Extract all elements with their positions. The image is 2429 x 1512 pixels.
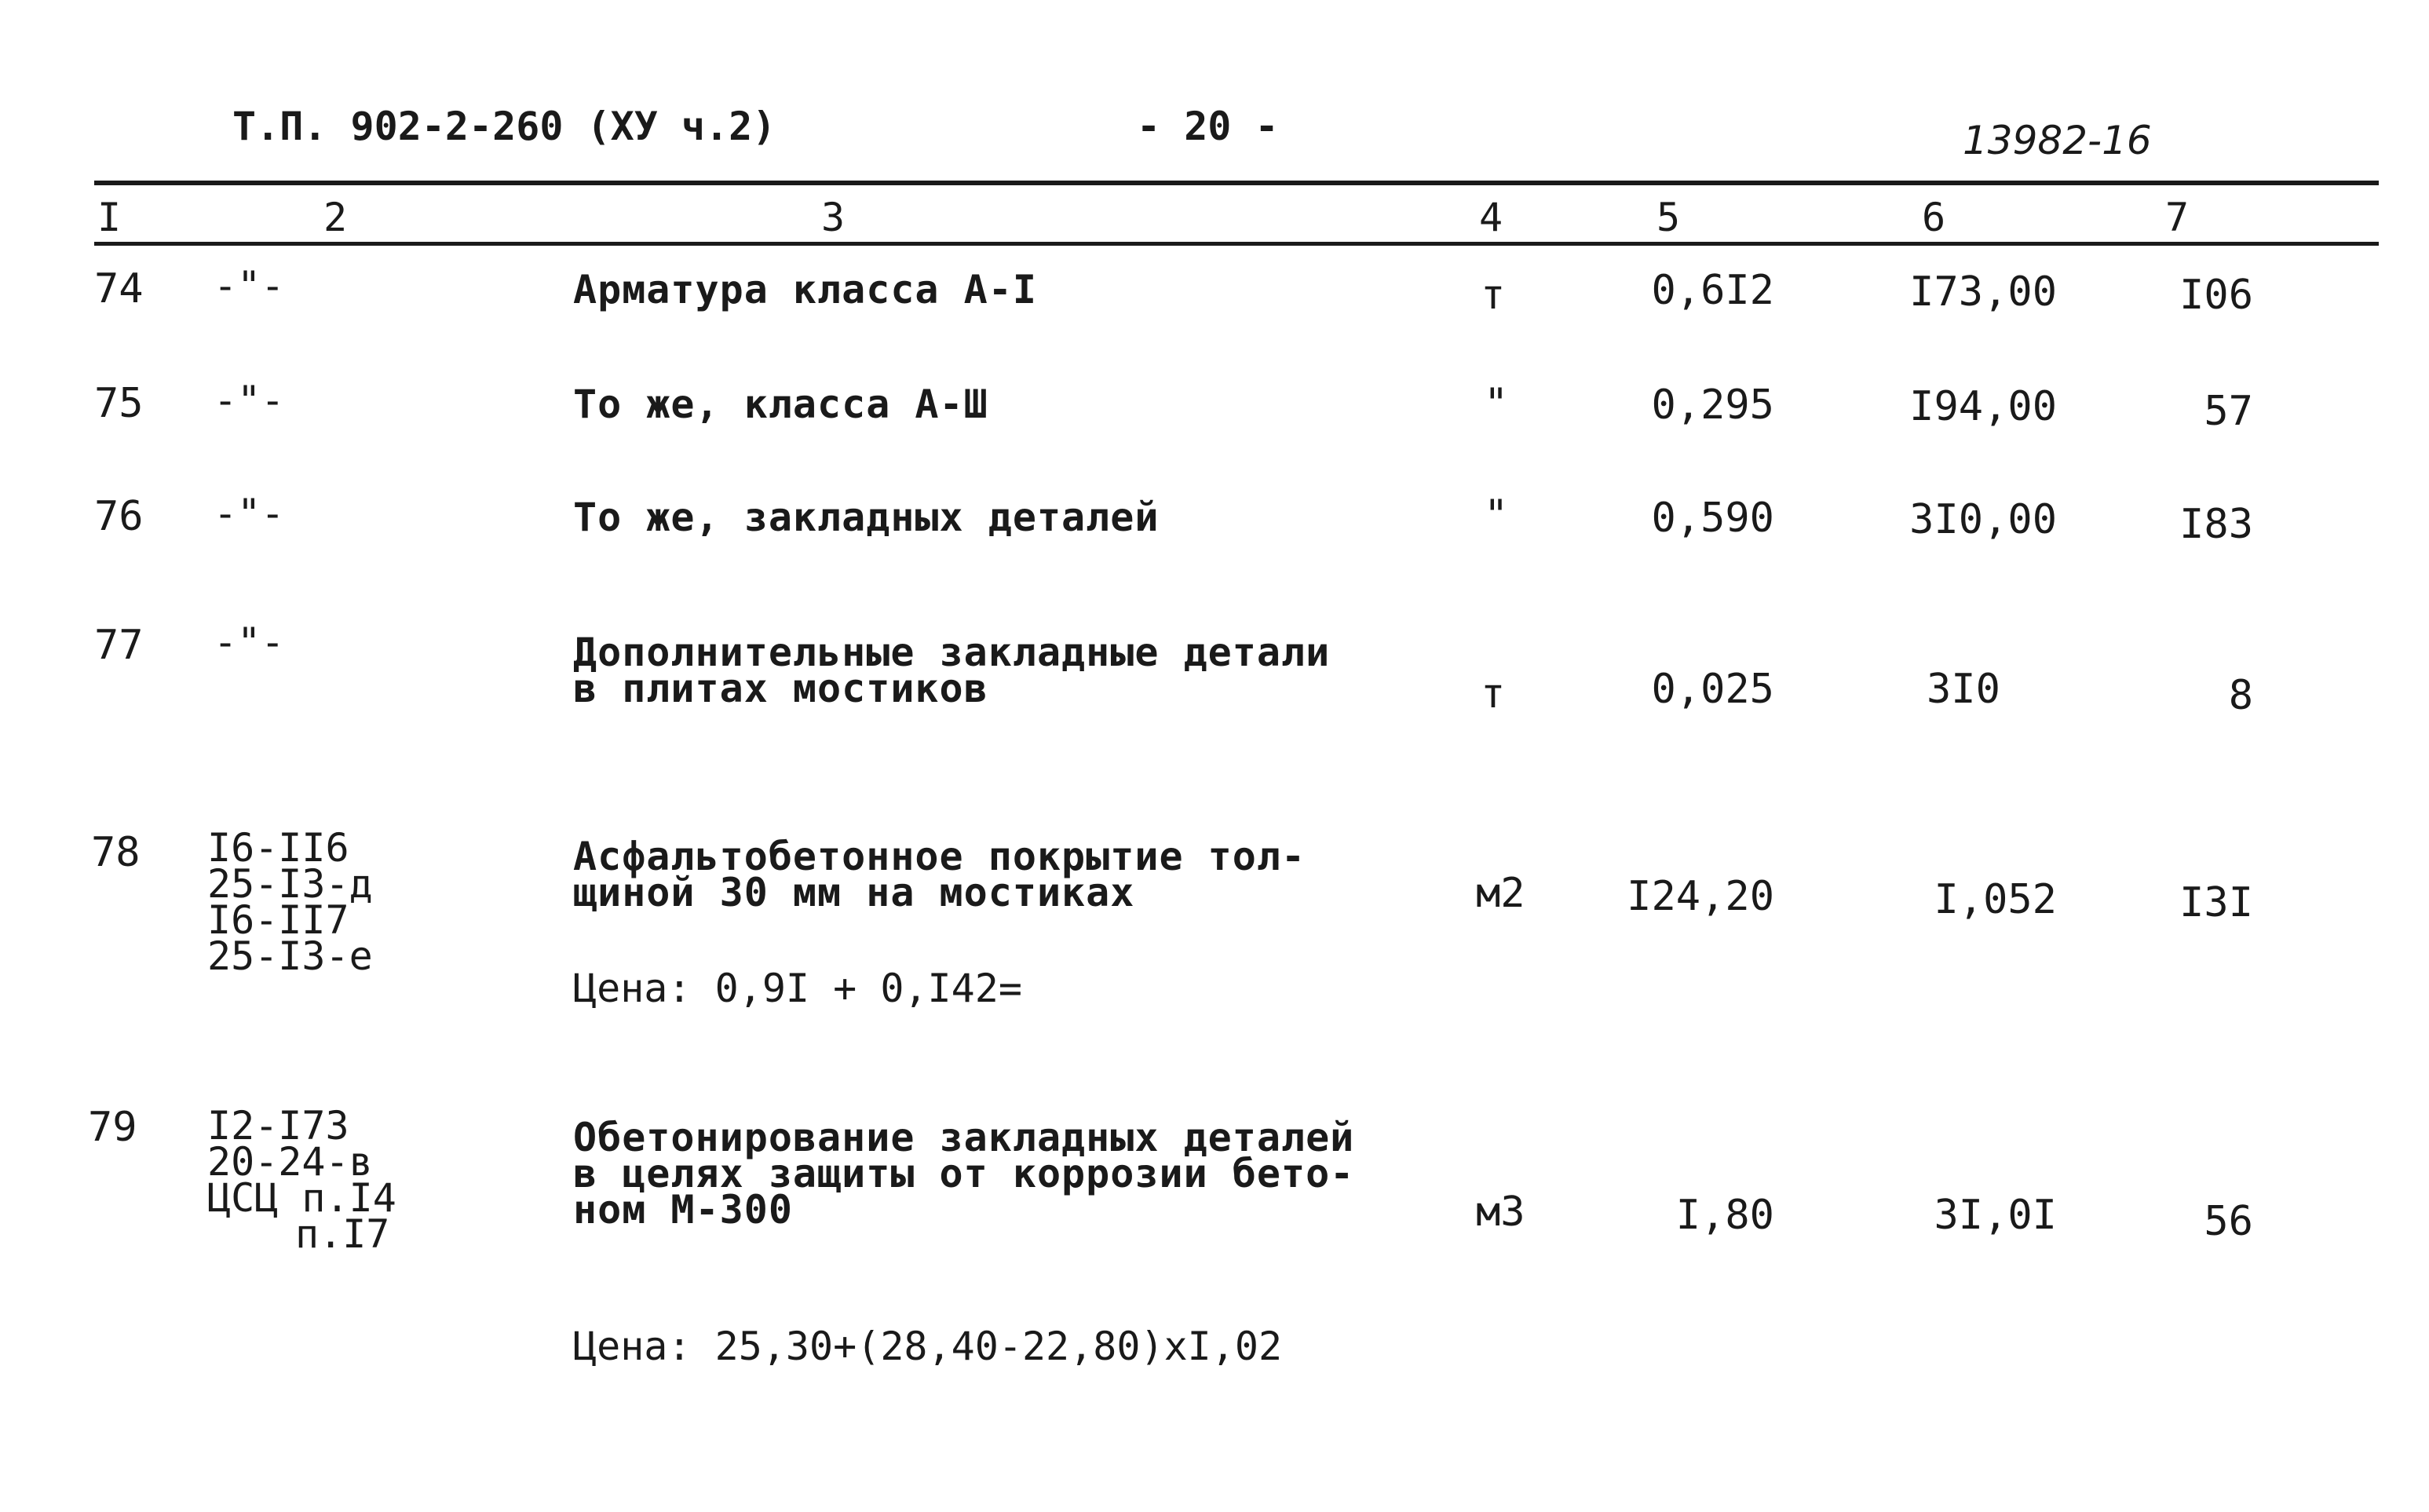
row-price-formula: Цена: 25,30+(28,40-22,80)хI,02: [573, 1324, 1283, 1369]
row-quantity: I,80: [1675, 1192, 1774, 1239]
row-unit: м3: [1476, 1189, 1525, 1236]
row-code-line-4: 25-I3-е: [207, 933, 373, 979]
row-code: -"-: [214, 378, 285, 423]
row-total: 57: [2204, 388, 2253, 435]
row-total: I06: [2179, 272, 2253, 319]
row-price: 3I0: [1927, 666, 2000, 713]
row-code-line-2: 25-I3-д: [207, 861, 373, 907]
row-unit: ": [1484, 380, 1509, 427]
row-name-line-2: в плитах мостиков: [573, 666, 988, 711]
row-code: -"-: [214, 491, 285, 536]
row-code-line-3: ЦСЦ п.I4: [207, 1175, 396, 1221]
row-code-line-4: п.I7: [295, 1211, 390, 1257]
row-quantity: 0,025: [1651, 666, 1774, 713]
row-number: 78: [91, 829, 141, 876]
row-code-line-3: I6-II7: [207, 897, 349, 943]
row-quantity: 0,295: [1651, 382, 1774, 429]
document-code: Т.П. 902-2-260 (ХУ ч.2): [232, 104, 776, 149]
row-name-line-1: Дополнительные закладные детали: [573, 630, 1331, 675]
row-unit: т: [1481, 670, 1506, 718]
row-price: 3I,0I: [1934, 1192, 2057, 1239]
row-number: 74: [94, 265, 144, 312]
row-total: I3I: [2179, 879, 2253, 926]
row-name-line-3: ном М-300: [573, 1187, 793, 1233]
column-header-3: 3: [821, 195, 846, 240]
row-code: -"-: [214, 619, 285, 665]
row-code-line-2: 20-24-в: [207, 1139, 373, 1185]
row-code-line-1: I2-I73: [207, 1103, 349, 1149]
row-price: I94,00: [1909, 383, 2057, 430]
row-name: То же, класса А-Ш: [573, 382, 988, 427]
row-number: 77: [94, 622, 144, 669]
archive-number: 13982-16: [1963, 118, 2152, 163]
page-number: - 20 -: [1137, 104, 1279, 149]
row-total: 56: [2204, 1198, 2253, 1245]
column-header-4: 4: [1479, 195, 1503, 240]
row-name-line-2: в целях защиты от коррозии бето-: [573, 1151, 1355, 1196]
row-number: 76: [94, 493, 144, 540]
row-total: 8: [2228, 672, 2253, 719]
row-number: 75: [94, 380, 144, 427]
row-quantity: 0,6I2: [1651, 267, 1774, 314]
column-header-1: I: [97, 195, 122, 240]
row-name-line-2: щиной 30 мм на мостиках: [573, 870, 1135, 915]
row-price: I,052: [1934, 876, 2057, 923]
column-header-6: 6: [1922, 195, 1946, 240]
row-name-line-1: Обетонирование закладных деталей: [573, 1115, 1355, 1160]
row-code-line-1: I6-II6: [207, 825, 349, 871]
table-top-rule: [94, 181, 2379, 185]
row-name: То же, закладных деталей: [573, 495, 1160, 540]
row-total: I83: [2179, 501, 2253, 548]
row-code: -"-: [214, 263, 285, 309]
row-quantity: I24,20: [1627, 873, 1774, 920]
column-header-5: 5: [1656, 195, 1681, 240]
column-header-7: 7: [2165, 195, 2190, 240]
row-price: I73,00: [1909, 268, 2057, 316]
row-name-line-1: Асфальтобетонное покрытие тол-: [573, 834, 1306, 879]
column-header-2: 2: [323, 195, 348, 240]
row-name: Арматура класса А-I: [573, 267, 1037, 312]
row-quantity: 0,590: [1651, 495, 1774, 542]
row-unit: ": [1484, 491, 1509, 539]
row-unit: т: [1481, 272, 1506, 319]
row-price: 3I0,00: [1909, 496, 2057, 543]
row-price-formula: Цена: 0,9I + 0,I42=: [573, 966, 1022, 1011]
row-number: 79: [88, 1104, 137, 1151]
table-header-rule: [94, 242, 2379, 246]
row-unit: м2: [1476, 870, 1525, 917]
